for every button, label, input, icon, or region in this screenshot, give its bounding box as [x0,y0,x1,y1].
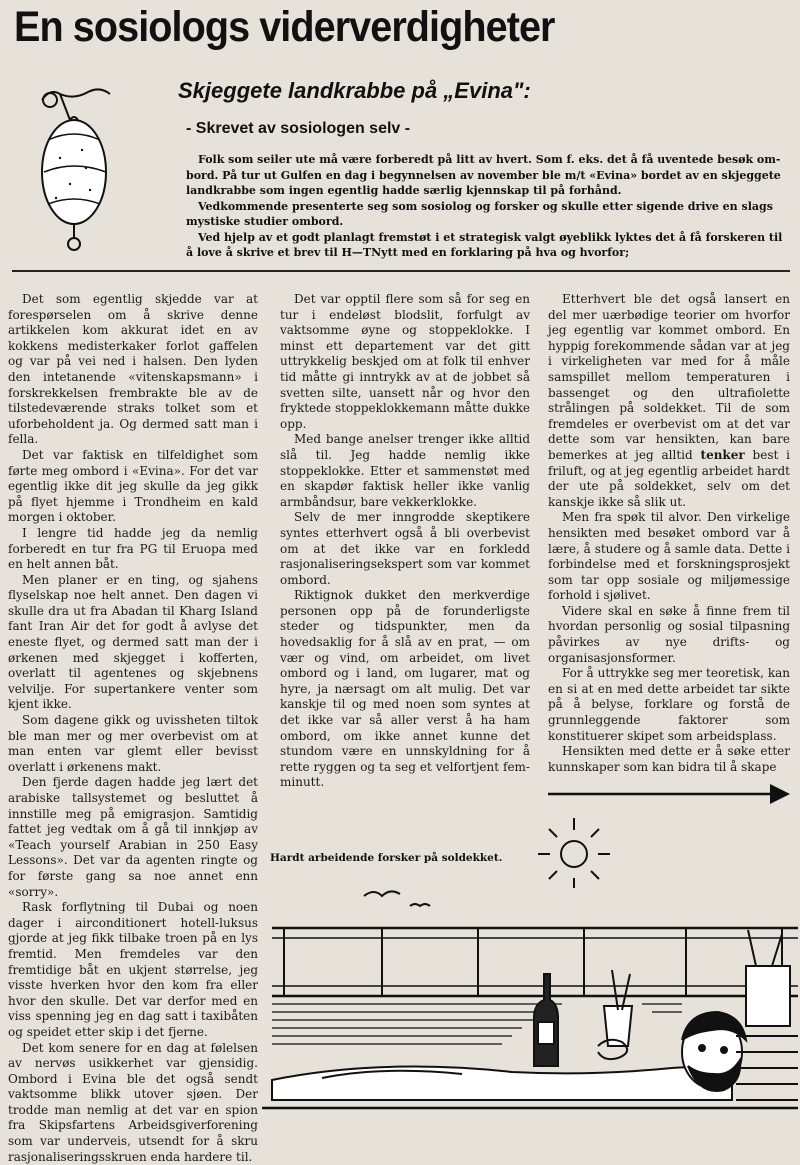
body-paragraph: I lengre tid hadde jeg da nemlig forberedt en tur fra PG til Eruopa med en helt annen båt. [8,526,258,573]
body-paragraph: Men planer er en ting, og sjahens flyselskap noe helt annet. Den dagen vi skulle dra ut fra Abadan til Kharg Island fant Iran Air det for godt å avlyse det eneste flyet, og dermed satt man der i ørkenen med skjegget i kofferten, overlatt til agentenes og skjebnens velvilje. For supertankere venter som kjent ikke. [8,573,258,713]
ingress-paragraph: Vedkommende presenterte seg som sosiolog og forsker og skulle etter sigende drive en slags mystiske studier ombord. [186,199,786,230]
text-column-2 [280,292,530,791]
body-paragraph: Det var faktisk en tilfeldighet som førte meg ombord i «Evina». For det var egentlig ikke dit jeg skulle da jeg gikk på flyet hjemme i Trondheim en kald morgen i oktober. [8,448,258,526]
body-paragraph: Med bange anelser trenger ikke alltid slå til. Jeg hadde nemlig ikke stoppeklokke. Etter et sammenstøt med en skapdør faktisk heller ikke vanlig armbåndsur, bare vekkerklokke. [280,432,530,510]
text-column-1 [8,292,258,1165]
body-paragraph: Men fra spøk til alvor. Den virkelige hensikten med besøket ombord var å lære, å studere og å samle data. Dette i forbindelse med et forskningsprosjekt som tar opp sosiale og miljømessige forhold i sjølivet. [548,510,790,604]
body-paragraph: Riktignok dukket den merkverdige personen opp på de forunderligste steder og tidspunkter, men da hovedsaklig for å slå av en prat, — om vær og vind, om arbeidet, om livet ombord og i land, om lugarer, mat og hyre, ja nærsagt om alt mulig. Det var kanskje til og med noen som syntes at det ikke var så aller verst å ha ham ombord, om ikke annet kunne det stundom være en unnskyldning for å rette ryggen og ta seg et velfortjent fem-minutt. [280,588,530,791]
text-column-3 [548,292,790,775]
body-paragraph: Det kom senere for en dag at følelsen av nervøs usikkerhet var gjensidig. Ombord i Evina ble det også sendt vaktsomme blikk utover sjøen. Der trodde man nemlig at det var en spion fra Skipsfartens Arbeidsgiverforening som var underveis, utsendt for å skru rasjonaliseringsskruen enda hardere til. [8,1041,258,1165]
body-text: best i friluft, og at jeg egentlig arbeidet hardt der ute på soldekket, selv om det kanskje ikke så slik ut. [548,448,790,509]
body-paragraph: Som dagene gikk og uvissheten tiltok ble man mer og mer overbevist om at man enten var glemt eller bevisst overlatt i ørkenens makt. [8,713,258,775]
ingress-paragraph: Ved hjelp av et godt planlagt fremstøt i et strategisk valgt øyeblikk lyktes det å få forskeren til å love å skrive et brev til H—TNytt med en forklaring på hva og hvorfor; [186,230,786,261]
emphasis-text: tenker [701,448,745,462]
body-paragraph: Hensikten med dette er å søke etter kunnskaper som kan bidra til å skape [548,744,790,775]
buoy-illustration [30,80,120,255]
body-paragraph: Selv de mer inngrodde skeptikere syntes etterhvert også å bli overbevist om at det ikke var en forkledd rasjonaliseringsekspert som var kommet ombord. [280,510,530,588]
article-title: En sosiologs viderverdigheter [14,2,555,52]
section-divider [12,270,790,272]
researcher-sunbathing-illustration [262,790,798,1114]
body-paragraph [548,292,790,510]
article-byline: - Skrevet av sosiologen selv - [186,120,410,138]
article-subtitle: Skjeggete landkrabbe på „Evina": [178,78,531,104]
body-paragraph: Det som egentlig skjedde var at forespørselen om å skrive denne artikkelen kom akkurat idet en av kokkens medisterkaker forlot gaffelen og var på vei ned i halsen. Den lyden den intetanende «vitenskapsmann» i forskrekkelsen frembrakte ble av de tilstedeværende straks tolket som et uforbeholdent ja. Og dermed satt man i fella. [8,292,258,448]
illustration-caption: Hardt arbeidende forsker på soldekket. [270,852,502,864]
ingress-paragraph: Folk som seiler ute må være forberedt på litt av hvert. Som f. eks. det å få uventede besøk om-bord. På tur ut Gulfen en dag i begynnelsen av november ble m/t «Evina» bordet av en skjeggete landkrabbe som ingen egentlig hadde særlig kjennskap til på forhånd. [186,152,786,199]
body-paragraph: Den fjerde dagen hadde jeg lært det arabiske tallsystemet og besluttet å innstille meg på emigrasjon. Samtidig fattet jeg vedtak om å gå til innkjøp av «Teach yourself Arabian in 250 Easy Lessons». Det var da agenten ringte og for første gang sa noe annet enn «sorry». [8,775,258,900]
body-paragraph: Det var opptil flere som så for seg en tur i endeløst blodslit, forfulgt av vaktsomme øyne og stoppeklokke. I minst ett departement var det gitt uttrykkelig beskjed om at folk til enhver tid måtte gi inntrykk av at de jobbet så svetten silte, uansett når og hvor den fryktede stoppeklokkemann måtte dukke opp. [280,292,530,432]
body-paragraph: Rask forflytning til Dubai og noen dager i airconditionert hotell-luksus gjorde at jeg fikk tilbake troen på en lys fremtid. Men fremdeles var den fremtidige båt en ukjent størrelse, jeg visste hverken hvor den kom fra eller hvor den skulle. Det var derfor med en viss spenning jeg en dag satt i taxibåten og speidet etter skip i det fjerne. [8,900,258,1040]
body-paragraph: For å uttrykke seg mer teoretisk, kan en si at en med dette arbeidet tar sikte på å belyse, forklare og forstå de grunnleggende faktorer som konstituerer skipet som arbeidsplass. [548,666,790,744]
body-paragraph: Videre skal en søke å finne frem til hvordan personlig og sosial tilpasning påvirkes av nye drifts- og organisasjonsformer. [548,604,790,666]
article-ingress [186,152,786,261]
body-text: Etterhvert ble det også lansert en del mer uærbødige teorier om hvorfor jeg egentlig var kommet ombord. En hyppig forekommende sådan var at jeg i virkeligheten var med for å måle samspillet mellom temperaturen i bassenget og den ultrafiolette strålingen på soldekket. Til de som fremdeles er overbevist om at det var dette som var hensikten, kan bare bemerkes at jeg alltid [548,292,790,462]
